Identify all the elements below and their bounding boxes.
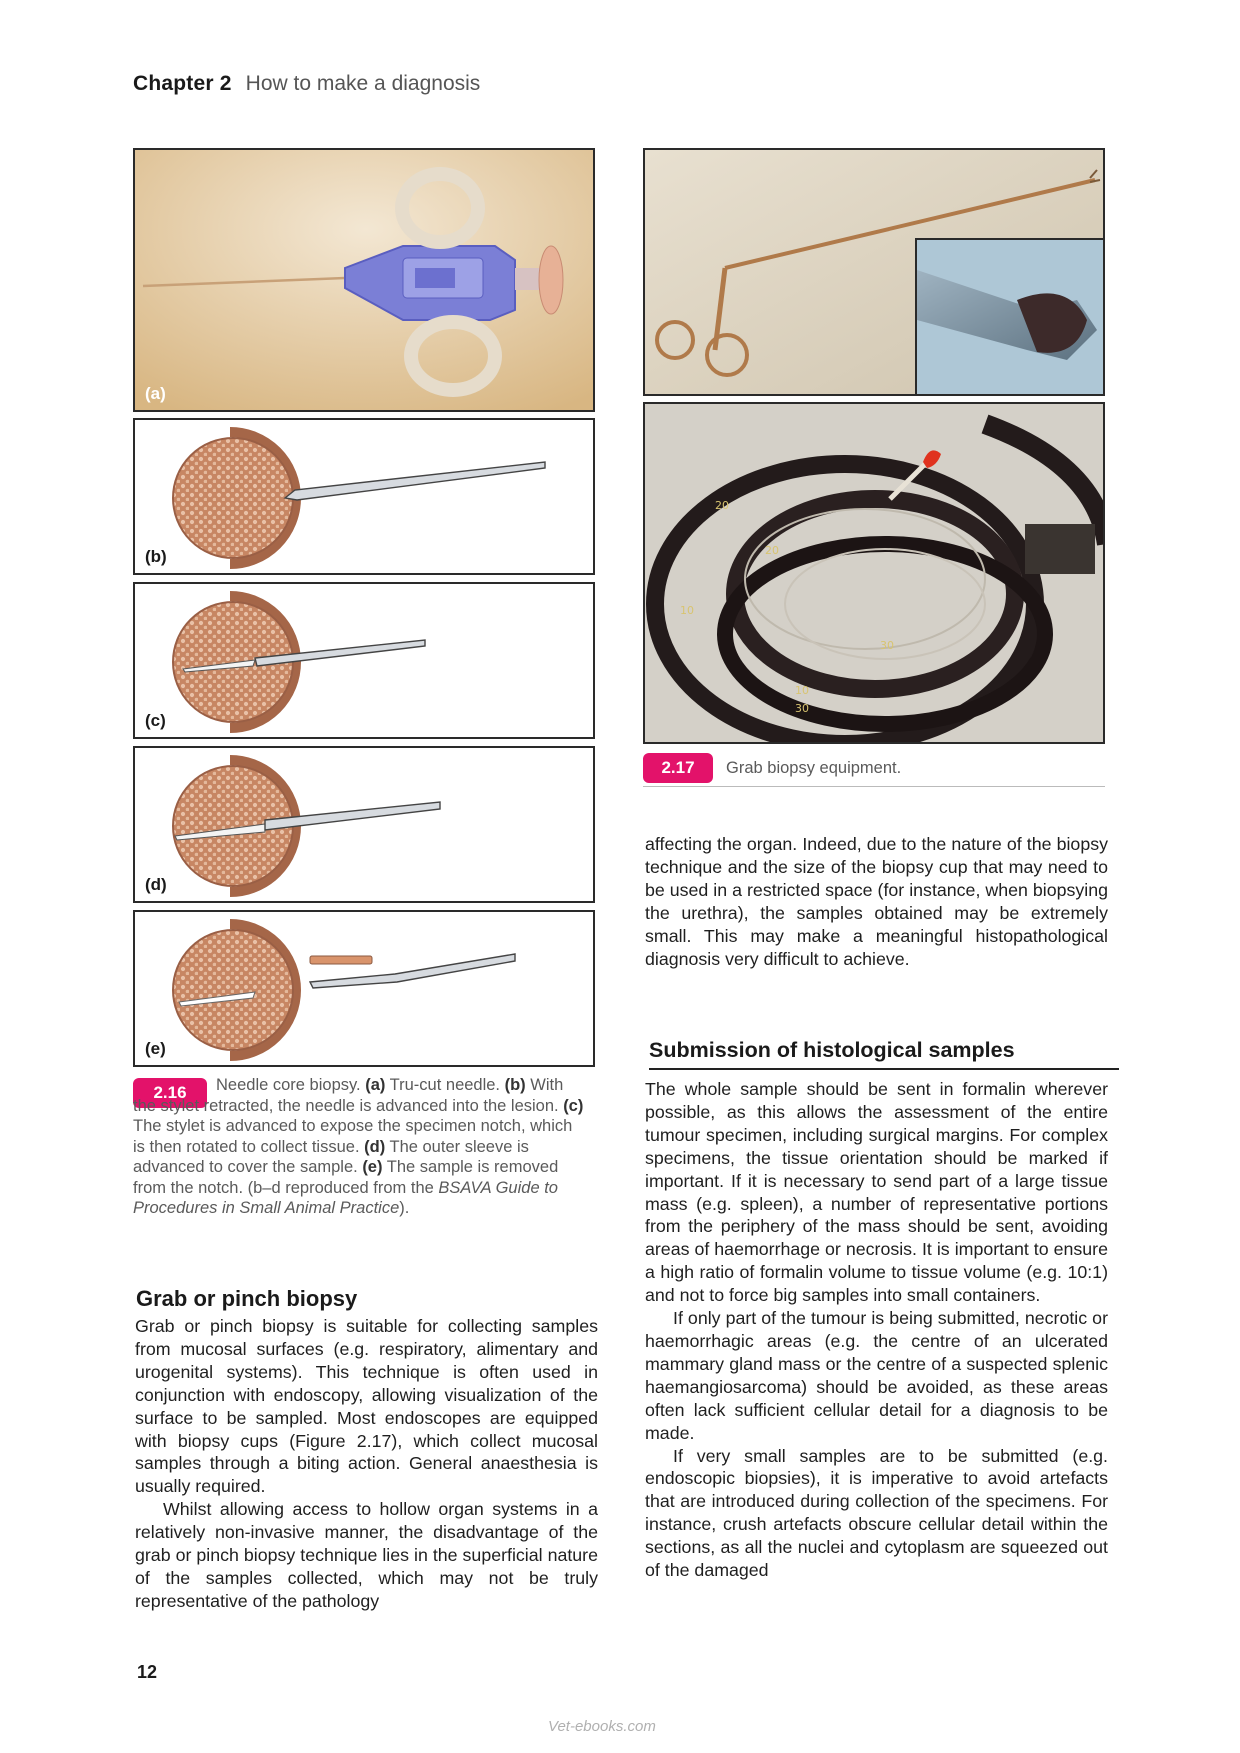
figure-2-16-panel-e <box>133 910 595 1067</box>
panel-label-b: (b) <box>145 547 167 566</box>
paragraph: Grab or pinch biopsy is suitable for collecting samples from mucosal surfaces (e.g. respiratory, alimentary and urogenital systems). This technique is often used in conjunction with endoscopy, allowing visualization of the surface to be sampled. Most endoscopes are equipped with biopsy cups (Figure 2.17), which collect mucosal samples through a biting action. General anaesthesia is usually required. <box>135 1316 598 1497</box>
svg-text:10: 10 <box>680 604 694 617</box>
left-column-body <box>135 1315 598 1613</box>
figure-2-16-caption: Needle core biopsy. (a) Tru-cut needle. (b) With the stylet retracted, the needle is advanced into the lesion. (c) The stylet is advanced to expose the specimen notch, which is then rotated to collect tissue. (d) The outer sleeve is advanced to cover the sample. (e) The sample is removed from the notch. (b–d reproduced from the BSAVA Guide to Procedures in Small Animal Practice). <box>133 1076 584 1217</box>
paragraph: If only part of the tumour is being submitted, necrotic or haemorrhagic areas (e.g. the centre of an ulcerated mammary gland mass or the centre of a suspected splenic haemangiosarcoma) should be avoided, as these areas often lack sufficient cellular detail for a diagnosis to be made. <box>645 1308 1108 1443</box>
needle-diagram-b <box>135 420 595 575</box>
panel-label-a: (a) <box>145 384 166 403</box>
chapter-number: Chapter 2 <box>133 72 232 95</box>
forceps-jaw-inset <box>915 238 1105 396</box>
figure-2-17-forceps-photo <box>643 148 1105 396</box>
right-column-continuation <box>645 833 1108 970</box>
figure-2-16-panel-b <box>133 418 595 575</box>
paragraph: If very small samples are to be submitted (e.g. endoscopic biopsies), it is imperative to avoid artefacts that are introduced during collection of the specimens. For instance, crush artefacts obscure cellular detail within the sections, as all the nuclei and cytoplasm are squeezed out of the damaged <box>645 1445 1108 1581</box>
svg-text:30: 30 <box>880 639 894 652</box>
page-number: 12 <box>137 1662 158 1682</box>
running-header <box>133 72 480 96</box>
figure-2-16-number-badge: 2.16 <box>133 1078 207 1108</box>
tru-cut-needle-photo <box>135 150 595 412</box>
panel-label-e: (e) <box>145 1039 166 1058</box>
watermark: Vet-ebooks.com <box>548 1718 656 1735</box>
figure-2-17-number-badge: 2.17 <box>643 753 713 783</box>
caption-rule <box>643 786 1105 787</box>
paragraph: The whole sample should be sent in formalin wherever possible, as this allows the assessment of the entire tumour specimen, including surgical margins. For complex specimens, the tissue orientation should be marked if important. If it is necessary to send part of a large tissue mass (e.g. spleen), a number of representative portions from the periphery of the mass should be sent, avoiding areas of haemorrhage or necrosis. It is important to ensure a high ratio of formalin volume to tissue volume (e.g. 10:1) and not to force big samples into small containers. <box>645 1079 1108 1306</box>
svg-text:30: 30 <box>795 702 809 715</box>
section-heading-submission: Submission of histological samples <box>649 1038 1119 1070</box>
figure-2-17-endoscope-photo <box>643 402 1105 744</box>
svg-text:20: 20 <box>715 499 729 512</box>
figure-2-16-panel-a <box>133 148 595 412</box>
figure-2-17-caption: Grab biopsy equipment. <box>726 759 902 777</box>
svg-text:10: 10 <box>795 684 809 697</box>
panel-label-d: (d) <box>145 875 167 894</box>
paragraph: affecting the organ. Indeed, due to the nature of the biopsy technique and the size of the biopsy cup that may need to be used in a restricted space (for instance, when biopsying the urethra), the samples obtained may be extremely small. This may make a meaningful histopathological diagnosis very difficult to achieve. <box>645 834 1108 969</box>
section-heading-grab-biopsy: Grab or pinch biopsy <box>136 1286 358 1311</box>
right-column-body <box>645 1078 1108 1582</box>
needle-diagram-e <box>135 912 595 1067</box>
chapter-title: How to make a diagnosis <box>245 72 481 95</box>
needle-diagram-c <box>135 584 595 739</box>
figure-2-16-panel-d <box>133 746 595 903</box>
figure-2-16-panel-c <box>133 582 595 739</box>
panel-label-c: (c) <box>145 711 166 730</box>
svg-text:20: 20 <box>765 544 779 557</box>
needle-diagram-d <box>135 748 595 903</box>
paragraph: Whilst allowing access to hollow organ systems in a relatively non-invasive manner, the disadvantage of the grab or pinch biopsy technique lies in the superficial nature of the samples collected, which may not be truly representative of the pathology <box>135 1499 598 1611</box>
